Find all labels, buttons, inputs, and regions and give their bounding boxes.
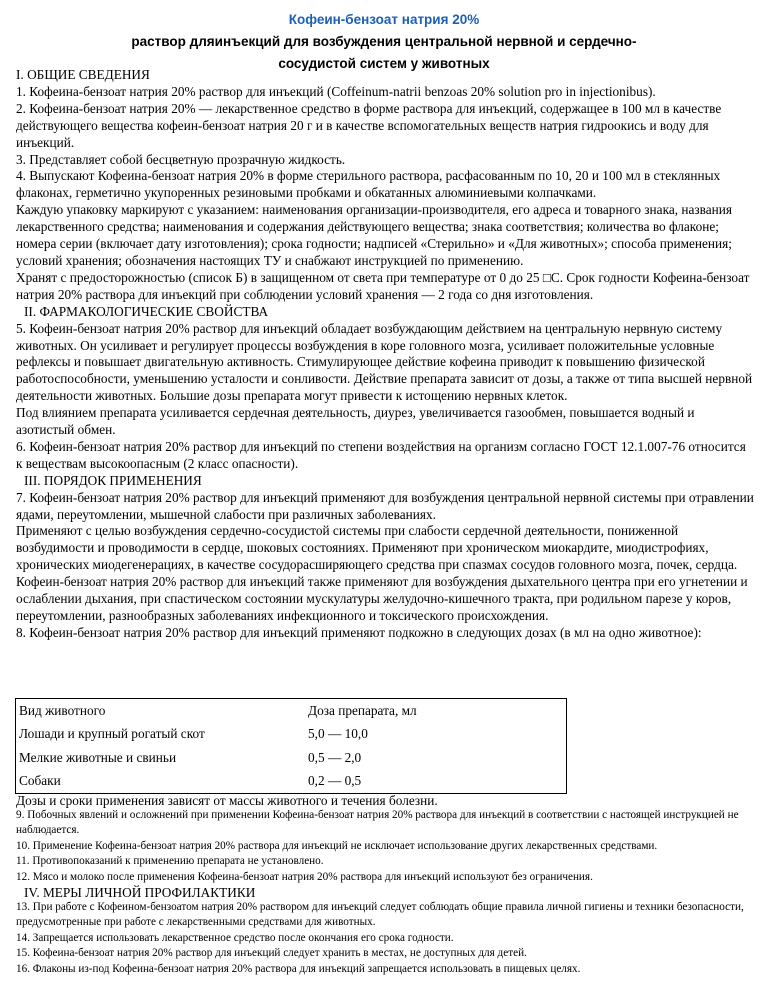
document-body	[16, 67, 754, 642]
dose-cell: 0,5 — 2,0	[308, 749, 362, 765]
column-header-animal: Вид животного	[19, 702, 106, 718]
paragraph-1: 1. Кофеина-бензоат натрия 20% раствор для инъекций (Coffeinum-natrii benzoas 20% solution pro in injectionibus).	[16, 83, 656, 99]
paragraph-3: 3. Представляет собой бесцветную прозрачную жидкость.	[16, 151, 346, 167]
section-heading-usage: III. ПОРЯДОК ПРИМЕНЕНИЯ	[24, 472, 202, 488]
animal-cell: Мелкие животные и свиньи	[19, 749, 177, 765]
dose-cell: 0,2 — 0,5	[308, 773, 362, 789]
table-row	[16, 723, 567, 747]
paragraph-4: 4. Выпускают Кофеина-бензоат натрия 20% в форме стерильного раствора, расфасованным по 10, 20 и 100 мл в стеклянных флаконах, герметично укупоренных резиновыми пробками и обкатанных алюминиевыми колпачками.	[16, 168, 721, 201]
paragraph-5: 5. Кофеин-бензоат натрия 20% раствор для инъекций обладает возбуждающим действием на центральную нервную систему животных. Он усиливает и регулирует процессы возбуждения в коре головного мозга, усиливает положительные условные рефлексы и повышает двигательную активность. Стимулирующее действие кофеина приводит к повышению физической работоспособности, уменьшению усталости и сонливости. Действие препарата зависит от дозы, а также от типа высшей нервной деятельности животных. Большие дозы препарата могут привести к истощению нервных клеток.	[16, 320, 753, 404]
paragraph-16: 16. Флаконы из-под Кофеина-бензоат натрия 20% раствора для инъекций запрещается использовать в пищевых целях.	[16, 962, 581, 975]
paragraph-7-respiratory: Кофеин-бензоат натрия 20% раствор для инъекций также применяют для возбуждения дыхательного центра при его угнетении и ослаблении дыхания, при спастическом состоянии мускулатуры желудочно-кишечного тракта, при родильном парезе у коров, переутомлении, разнообразных заболеваниях инфекционного и токсического происхождения.	[16, 574, 748, 623]
paragraph-6: 6. Кофеин-бензоат натрия 20% раствор для инъекций по степени воздействия на организм согласно ГОСТ 12.1.007-76 относится к веществам высокоопасным (2 класс опасности).	[16, 438, 746, 471]
table-row	[16, 746, 567, 770]
paragraph-11: 11. Противопоказаний к применению препарата не установлено.	[16, 855, 324, 868]
dose-table-header	[16, 699, 567, 723]
paragraph-7: 7. Кофеин-бензоат натрия 20% раствор для инъекций применяют для возбуждения центральной нервной системы при отравлении ядами, переутомлении, мышечной слабости при различных заболеваниях.	[16, 489, 754, 522]
document-body-small	[16, 808, 756, 977]
document-subtitle-line1: раствор дляинъекций для возбуждения центральной нервной и сердечно-	[131, 34, 637, 49]
paragraph-7-cardio: Применяют с целью возбуждения сердечно-сосудистой системы при слабости сердечной деятельности, пониженной возбудимости и проводимости в сердце, шоковых состояниях. Применяют при хроническом миокардите, миодистрофиях, хронических миодегенерациях, в качестве сосудорасширяющего средства при спазмах сосудов головного мозга, почек, сердца.	[16, 523, 738, 573]
paragraph-13: 13. При работе с Кофеином-бензоатом натрия 20% раствором для инъекций следует соблюдать общие правила личной гигиены и техники безопасности, предусмотренные при работе с лекарственными средствами для животных.	[16, 901, 744, 929]
document-subtitle-line2: сосудистой систем у животных	[278, 56, 490, 71]
paragraph-10: 10. Применение Кофеина-бензоат натрия 20% раствора для инъекций не исключает использование других лекарственных средствами.	[16, 839, 658, 852]
section-heading-pharmacology: II. ФАРМАКОЛОГИЧЕСКИЕ СВОЙСТВА	[24, 303, 269, 319]
paragraph-5-effects: Под влиянием препарата усиливается сердечная деятельность, диурез, увеличивается газообмен, повышается водный и азотистый обмен.	[16, 405, 695, 438]
animal-cell: Собаки	[19, 773, 61, 789]
column-header-dose: Доза препарата, мл	[308, 702, 417, 718]
paragraph-2: 2. Кофеина-бензоат натрия 20% — лекарственное средство в форме раствора для инъекций, содержащее в 100 мл в качестве действующего вещества кофеин-бензоат натрия 20 г и в качестве вспомогательных веществ натрия гидроокись и воду для инъекций.	[16, 100, 722, 150]
dose-cell: 5,0 — 10,0	[308, 726, 368, 742]
paragraph-4-labeling: Каждую упаковку маркируют с указанием: наименования организации-производителя, его адреса и товарного знака, названия лекарственного средства; наименования и содержания действующего вещества; знака соответствия; количества во флаконе; номера серии (включает дату изготовления); срока годности; надписей «Стерильно» и «Для животных»; способа применения; условий хранения; обозначения настоящих ТУ и снабжают инструкцией по применению.	[16, 202, 733, 268]
paragraph-9: 9. Побочных явлений и осложнений при применении Кофеина-бензоат натрия 20% раствора для инъекций в соответствии с настоящей инструкцией не наблюдается.	[16, 809, 739, 837]
dosage-note: Дозы и сроки применения зависят от массы животного и течения болезни.	[16, 793, 438, 808]
paragraph-14: 14. Запрещается использовать лекарственное средство после окончания его срока годности.	[16, 931, 454, 944]
paragraph-8: 8. Кофеин-бензоат натрия 20% раствор для инъекций применяют подкожно в следующих дозах (в мл на одно животное):	[16, 624, 702, 640]
table-row	[16, 770, 567, 794]
section-heading-prevention: IV. МЕРЫ ЛИЧНОЙ ПРОФИЛАКТИКИ	[24, 885, 256, 901]
paragraph-4-storage: Хранят с предосторожностью (список Б) в защищенном от света при температуре от 0 до 25 □С. Срок годности Кофеина-бензоат натрия 20% раствора для инъекций при соблюдении условий хранения — 2 года со дня изготовления.	[16, 269, 750, 302]
section-heading-general: I. ОБЩИЕ СВЕДЕНИЯ	[16, 67, 150, 82]
document-title: Кофеин-бензоат натрия 20%	[288, 12, 480, 27]
animal-cell: Лошади и крупный рогатый скот	[19, 726, 205, 742]
paragraph-12: 12. Мясо и молоко после применения Кофеина-бензоат натрия 20% раствора для инъекций используют без ограничения.	[16, 870, 593, 883]
paragraph-15: 15. Кофеина-бензоат натрия 20% раствор для инъекций следует хранить в местах, не доступных для детей.	[16, 947, 527, 960]
dose-table	[15, 698, 567, 794]
